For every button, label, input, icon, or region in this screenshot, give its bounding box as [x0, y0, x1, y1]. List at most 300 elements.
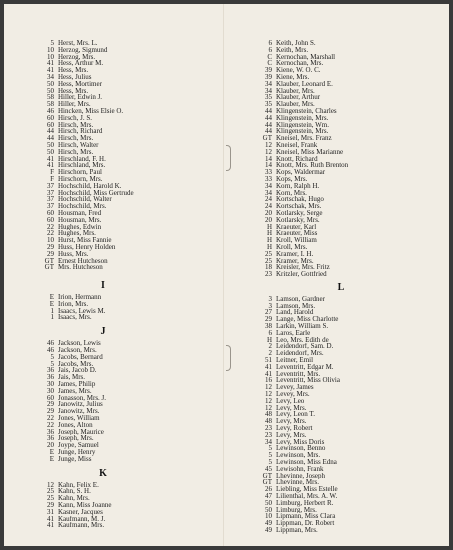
- entry-name: Klingenstein, Wm.: [276, 121, 329, 129]
- list-item: [28, 47, 218, 54]
- list-item: [246, 371, 436, 378]
- list-item: [246, 473, 436, 480]
- entry-code: 12: [47, 480, 54, 489]
- entry-code: 58: [47, 100, 54, 109]
- entry-code: 29: [47, 407, 54, 416]
- entry-name: Leitner, Emil: [276, 357, 314, 364]
- entry-name: Jais, Jacob D.: [58, 367, 97, 375]
- list-item: [246, 520, 436, 527]
- entry-code: H: [266, 335, 272, 344]
- list-item: [28, 395, 218, 402]
- list-item: [246, 384, 436, 391]
- entry-code: 20: [47, 441, 54, 450]
- entry-name: Leventritt, Mrs.: [276, 370, 321, 378]
- list-item: [246, 149, 436, 156]
- list-item: [28, 162, 218, 169]
- list-item: [246, 224, 436, 231]
- entry-name: Knott, Mrs. Ruth Brenton: [276, 162, 349, 170]
- entry-name: Jackson, Mrs.: [58, 347, 97, 354]
- entry-code: 60: [47, 120, 54, 129]
- list-item: [28, 128, 218, 135]
- entry-name: Hirsch, J. S.: [58, 114, 93, 122]
- list-item: [28, 354, 218, 361]
- entry-name: Leventritt, Edgar M.: [276, 363, 334, 371]
- section-header-j: J: [100, 326, 106, 338]
- entry-name: Leo, Mrs. Edith de: [276, 336, 329, 344]
- entry-name: Keith, John S.: [276, 40, 316, 47]
- list-item: [28, 230, 218, 237]
- list-item: [246, 156, 436, 163]
- list-item: [28, 60, 218, 67]
- entry-code: 44: [265, 120, 272, 129]
- entry-code: 5: [50, 39, 54, 47]
- entry-code: 34: [47, 72, 54, 81]
- list-item: [246, 54, 436, 61]
- entry-code: 41: [47, 521, 54, 530]
- entry-name: Kops, Mrs.: [276, 175, 308, 183]
- list-item: [28, 196, 218, 203]
- entry-name: Lippman, Mrs.: [276, 526, 318, 534]
- entry-name: Korn, Ralph H.: [276, 182, 320, 190]
- entry-code: 41: [265, 362, 272, 371]
- entry-code: 35: [265, 93, 272, 102]
- right-column: [246, 40, 436, 534]
- list-item: [246, 108, 436, 115]
- entry-code: 60: [47, 215, 54, 224]
- entry-name: Kotlarsky, Mrs.: [276, 216, 320, 224]
- entry-name: Joseph, Mrs.: [58, 435, 94, 443]
- list-item: [28, 435, 218, 442]
- entry-code: 44: [265, 113, 272, 122]
- list-item: [28, 415, 218, 422]
- list-item: [246, 452, 436, 459]
- list-item: [246, 425, 436, 432]
- entry-code: 37: [47, 188, 54, 197]
- entry-name: Hess, Julius: [58, 73, 92, 81]
- list-item: [28, 203, 218, 210]
- entry-code: H: [266, 242, 272, 251]
- list-item: [28, 183, 218, 190]
- list-item: [246, 405, 436, 412]
- entry-code: 37: [47, 181, 54, 190]
- entry-name: Kramer, Mrs.: [276, 257, 314, 265]
- entry-name: Larkin, William S.: [276, 323, 329, 330]
- list-item: [28, 142, 218, 149]
- entry-name: Kortschak, Hugo: [276, 196, 324, 204]
- list-item: [246, 271, 436, 278]
- entry-name: Jais, Mrs.: [58, 374, 86, 382]
- list-item: [28, 40, 218, 47]
- list-item: [28, 301, 218, 308]
- left-block-i: [28, 294, 218, 321]
- list-item: [246, 169, 436, 176]
- entry-name: Mrs. Hutcheson: [58, 264, 103, 272]
- entry-code: 16: [265, 376, 272, 385]
- entry-code: 5: [268, 451, 272, 460]
- entry-code: 50: [47, 147, 54, 156]
- list-item: [28, 388, 218, 395]
- entry-name: Kotlarsky, Serge: [276, 209, 323, 217]
- list-item: [246, 323, 436, 330]
- list-item: [28, 408, 218, 415]
- list-item: [28, 176, 218, 183]
- entry-code: C: [267, 52, 272, 61]
- list-item: [28, 156, 218, 163]
- entry-code: 5: [268, 444, 272, 453]
- entry-name: Leidendorf, Mrs.: [276, 350, 324, 358]
- entry-name: Levy, Leon T.: [276, 411, 315, 419]
- entry-name: Lamson, Gardner: [276, 295, 325, 303]
- entry-name: Hess, Mrs.: [58, 67, 89, 74]
- entry-name: Hess, Mortimer: [58, 80, 102, 88]
- entry-code: 18: [265, 263, 272, 272]
- list-item: [246, 94, 436, 101]
- entry-code: 44: [47, 127, 54, 136]
- entry-name: Hiller, Mrs.: [58, 101, 91, 108]
- entry-code: 22: [47, 420, 54, 429]
- list-item: [28, 502, 218, 509]
- entry-code: 41: [47, 161, 54, 170]
- entry-name: Lewinson, Benno: [276, 445, 326, 453]
- entry-code: 25: [47, 494, 54, 503]
- entry-code: 60: [47, 208, 54, 217]
- list-item: [28, 314, 218, 321]
- entry-code: 34: [265, 188, 272, 197]
- entry-name: Hiller, Edwin J.: [58, 94, 103, 102]
- list-item: [28, 135, 218, 142]
- entry-name: Hirsch, Mrs.: [58, 121, 94, 129]
- list-item: [246, 391, 436, 398]
- list-item: [28, 122, 218, 129]
- entry-name: Lipmann, Miss Clara: [276, 513, 336, 521]
- entry-name: Leidendorf, Sam. D.: [276, 343, 334, 351]
- list-item: [246, 445, 436, 452]
- entry-code: E: [49, 448, 54, 457]
- list-item: [28, 367, 218, 374]
- list-item: [246, 183, 436, 190]
- entry-name: Limburg, Herbert R.: [276, 499, 334, 507]
- entry-name: Irion, Mrs.: [58, 300, 89, 308]
- entry-code: 31: [47, 507, 54, 516]
- entry-code: 41: [47, 514, 54, 523]
- list-item: [246, 357, 436, 364]
- entry-code: 24: [265, 195, 272, 204]
- entry-code: 25: [265, 256, 272, 265]
- entry-code: 30: [47, 386, 54, 395]
- entry-name: Hirschland, F. H.: [58, 155, 106, 163]
- list-item: [246, 203, 436, 210]
- list-item: [28, 74, 218, 81]
- entry-code: 5: [268, 458, 272, 467]
- list-item: [28, 516, 218, 523]
- entry-name: Lange, Miss Charlotte: [276, 316, 339, 324]
- list-item: [246, 47, 436, 54]
- entry-name: Keith, Mrs.: [276, 46, 309, 54]
- list-item: [246, 237, 436, 244]
- entry-code: 6: [268, 45, 272, 54]
- entry-name: Herst, Mrs. L.: [58, 40, 98, 47]
- entry-code: 25: [265, 249, 272, 258]
- list-item: [246, 67, 436, 74]
- entry-code: 39: [265, 66, 272, 75]
- list-item: [28, 67, 218, 74]
- entry-name: James, Philip: [58, 381, 96, 388]
- list-item: [246, 459, 436, 466]
- entry-name: Isaacs, Lewis M.: [58, 307, 106, 315]
- right-block-l: [246, 296, 436, 534]
- list-item: [246, 196, 436, 203]
- list-item: [28, 149, 218, 156]
- entry-name: Kraeuter, Miss: [276, 230, 318, 238]
- entry-code: 20: [265, 208, 272, 217]
- list-item: [28, 210, 218, 217]
- entry-name: Kops, Waldermar: [276, 169, 326, 176]
- list-item: [28, 449, 218, 456]
- entry-name: Klingenstein, Mrs.: [276, 128, 329, 136]
- left-block-h: [28, 40, 218, 271]
- entry-name: Kaufmann, M. J.: [58, 515, 106, 523]
- list-item: [246, 411, 436, 418]
- entry-name: Lippman, Dr. Robert: [276, 520, 335, 527]
- entry-code: 3: [268, 294, 272, 303]
- entry-code: 48: [265, 410, 272, 419]
- list-item: [246, 493, 436, 500]
- list-item: [28, 264, 218, 271]
- list-item: [28, 54, 218, 61]
- entry-name: Hochschild, Mrs.: [58, 203, 107, 210]
- entry-name: Kramer, I. H.: [276, 250, 314, 258]
- list-item: [246, 251, 436, 258]
- list-item: [246, 432, 436, 439]
- entry-name: Kiene, W. O. C.: [276, 67, 321, 74]
- entry-name: Junge, Henry: [58, 449, 96, 456]
- entry-code: 33: [265, 168, 272, 177]
- list-item: [246, 128, 436, 135]
- entry-name: Jackson, Lewis: [58, 340, 101, 348]
- entry-code: 24: [265, 202, 272, 211]
- list-item: [246, 244, 436, 251]
- list-item: [28, 509, 218, 516]
- list-item: [246, 122, 436, 129]
- entry-code: 23: [265, 270, 272, 279]
- list-item: [28, 361, 218, 368]
- entry-name: Levy, Miss Doris: [276, 438, 325, 446]
- entry-code: 44: [47, 134, 54, 143]
- entry-code: 25: [47, 487, 54, 496]
- entry-code: 46: [47, 106, 54, 115]
- entry-code: 36: [47, 373, 54, 382]
- entry-code: GT: [44, 256, 54, 265]
- list-item: [28, 495, 218, 502]
- entry-name: Kneisel, Frank: [276, 141, 318, 149]
- entry-name: Kneisel, Mrs. Franz: [276, 135, 332, 142]
- entry-name: Lewinson, Mrs.: [276, 452, 321, 460]
- entry-code: 2: [268, 349, 272, 358]
- entry-name: Kreisler, Mrs. Fritz: [276, 264, 330, 272]
- entry-name: Klauber, Leonard E.: [276, 80, 333, 88]
- entry-name: Lhevinne, Joseph: [276, 472, 325, 480]
- entry-name: Lewisohn, Frank: [276, 465, 324, 473]
- entry-code: 12: [265, 390, 272, 399]
- list-item: [246, 350, 436, 357]
- list-item: [246, 486, 436, 493]
- entry-code: GT: [44, 263, 54, 272]
- entry-name: Klauber, Mrs.: [276, 87, 315, 95]
- entry-code: 34: [265, 79, 272, 88]
- center-fold: [223, 4, 224, 546]
- entry-name: Housman, Mrs.: [58, 216, 102, 224]
- entry-name: Jacobs, Bernard: [58, 353, 103, 361]
- entry-name: Klauber, Arthur: [276, 94, 321, 102]
- entry-code: 50: [265, 498, 272, 507]
- entry-code: 10: [265, 512, 272, 521]
- entry-name: Levey, Mrs.: [276, 391, 310, 398]
- entry-name: Klingenstein, Charles: [276, 107, 337, 115]
- entry-code: 34: [265, 181, 272, 190]
- entry-name: Hirsch, Richard: [58, 128, 103, 136]
- entry-name: Kasner, Jacques: [58, 508, 103, 516]
- list-item: [246, 377, 436, 384]
- entry-name: Kraeuter, Karl: [276, 223, 317, 231]
- entry-name: Hirschorn, Paul: [58, 169, 102, 176]
- list-item: [246, 210, 436, 217]
- entry-name: Joype, Samuel: [58, 442, 99, 450]
- entry-code: 44: [265, 127, 272, 136]
- list-item: [246, 60, 436, 67]
- entry-code: 60: [47, 393, 54, 402]
- entry-name: Janowitz, Mrs.: [58, 408, 100, 416]
- entry-name: Kortschak, Mrs.: [276, 203, 322, 210]
- entry-code: 6: [268, 328, 272, 337]
- entry-code: 1: [50, 306, 54, 315]
- list-item: [246, 507, 436, 514]
- list-item: [246, 466, 436, 473]
- entry-name: Kann, Miss Joanne: [58, 502, 112, 509]
- entry-code: 36: [47, 434, 54, 443]
- list-item: [246, 500, 436, 507]
- entry-name: Levy, Leo: [276, 397, 305, 405]
- list-item: [28, 94, 218, 101]
- entry-code: 41: [47, 66, 54, 75]
- entry-name: Lilienthal, Mrs. A. W.: [276, 493, 338, 500]
- list-item: [246, 115, 436, 122]
- entry-name: Janowitz, Julius: [58, 401, 103, 409]
- entry-code: GT: [262, 478, 272, 487]
- entry-name: Hirsch, Walter: [58, 141, 99, 149]
- list-item: [246, 527, 436, 534]
- entry-code: 22: [47, 229, 54, 238]
- list-item: [28, 482, 218, 489]
- entry-code: 50: [47, 140, 54, 149]
- entry-name: Levy, Mrs.: [276, 431, 307, 439]
- list-item: [28, 217, 218, 224]
- entry-code: 10: [47, 45, 54, 54]
- entry-code: 27: [265, 308, 272, 317]
- entry-code: 37: [47, 195, 54, 204]
- entry-code: 30: [47, 380, 54, 389]
- entry-name: Hughes, Mrs.: [58, 230, 96, 238]
- entry-name: Levy, Robert: [276, 425, 313, 432]
- entry-name: Hurst, Miss Fannie: [58, 237, 112, 244]
- list-item: [246, 303, 436, 310]
- entry-code: H: [266, 229, 272, 238]
- entry-code: 3: [268, 301, 272, 310]
- entry-name: Huss, Mrs.: [58, 250, 89, 258]
- entry-name: Limburg, Mrs.: [276, 506, 317, 514]
- entry-name: Hirsch, Mrs.: [58, 135, 94, 142]
- entry-name: Kritzler, Gottfried: [276, 271, 327, 278]
- entry-name: Jonasson, Mrs. J.: [58, 394, 107, 402]
- entry-code: 48: [265, 417, 272, 426]
- list-item: [246, 190, 436, 197]
- list-item: [246, 81, 436, 88]
- entry-code: 35: [265, 100, 272, 109]
- list-item: [28, 258, 218, 265]
- entry-name: Kroll, William: [276, 237, 317, 244]
- entry-name: Jones, Alton: [58, 421, 93, 429]
- entry-name: Hess, Mrs.: [58, 87, 89, 95]
- entry-name: Joseph, Maurice: [58, 428, 104, 436]
- entry-code: 14: [265, 154, 272, 163]
- list-item: [246, 364, 436, 371]
- list-item: [28, 442, 218, 449]
- list-item: [246, 176, 436, 183]
- entry-name: Hirschorn, Mrs.: [58, 175, 103, 183]
- list-item: [246, 88, 436, 95]
- entry-code: 44: [265, 106, 272, 115]
- entry-code: 38: [265, 322, 272, 331]
- entry-name: Junge, Miss: [58, 455, 92, 463]
- entry-name: Lewinson, Miss Edna: [276, 459, 337, 466]
- entry-code: 29: [47, 501, 54, 510]
- entry-name: Ernest Hutcheson: [58, 257, 108, 265]
- entry-name: Korn, Mrs.: [276, 189, 307, 197]
- entry-code: 23: [265, 430, 272, 439]
- entry-code: GT: [262, 134, 272, 143]
- entry-code: 46: [47, 346, 54, 355]
- entry-name: Jacobs, Mrs.: [58, 360, 94, 368]
- entry-code: 5: [50, 359, 54, 368]
- section-header-l: L: [337, 281, 345, 293]
- entry-code: 37: [47, 202, 54, 211]
- entry-code: H: [266, 236, 272, 245]
- list-item: [246, 330, 436, 337]
- entry-name: James, Mrs.: [58, 387, 92, 395]
- entry-name: Lamson, Mrs.: [276, 302, 316, 310]
- list-item: [28, 115, 218, 122]
- entry-code: 10: [47, 52, 54, 61]
- entry-name: Hincken, Miss Elsie O.: [58, 107, 124, 115]
- list-item: [246, 74, 436, 81]
- list-item: [28, 422, 218, 429]
- entry-code: 34: [265, 437, 272, 446]
- list-item: [28, 347, 218, 354]
- entry-name: Hirsch, Mrs.: [58, 148, 94, 156]
- entry-name: Klingenstein, Mrs.: [276, 114, 329, 122]
- entry-name: Isaacs, Mrs.: [58, 314, 92, 322]
- section-header-k: K: [99, 467, 107, 479]
- entry-code: 10: [47, 236, 54, 245]
- entry-name: Hochschild, Walter: [58, 196, 112, 204]
- entry-code: 12: [265, 403, 272, 412]
- entry-name: Housman, Fred: [58, 209, 102, 217]
- list-item: [28, 429, 218, 436]
- entry-code: 12: [265, 396, 272, 405]
- entry-code: 1: [50, 313, 54, 322]
- list-item: [28, 224, 218, 231]
- entry-code: 39: [265, 72, 272, 81]
- list-item: [28, 237, 218, 244]
